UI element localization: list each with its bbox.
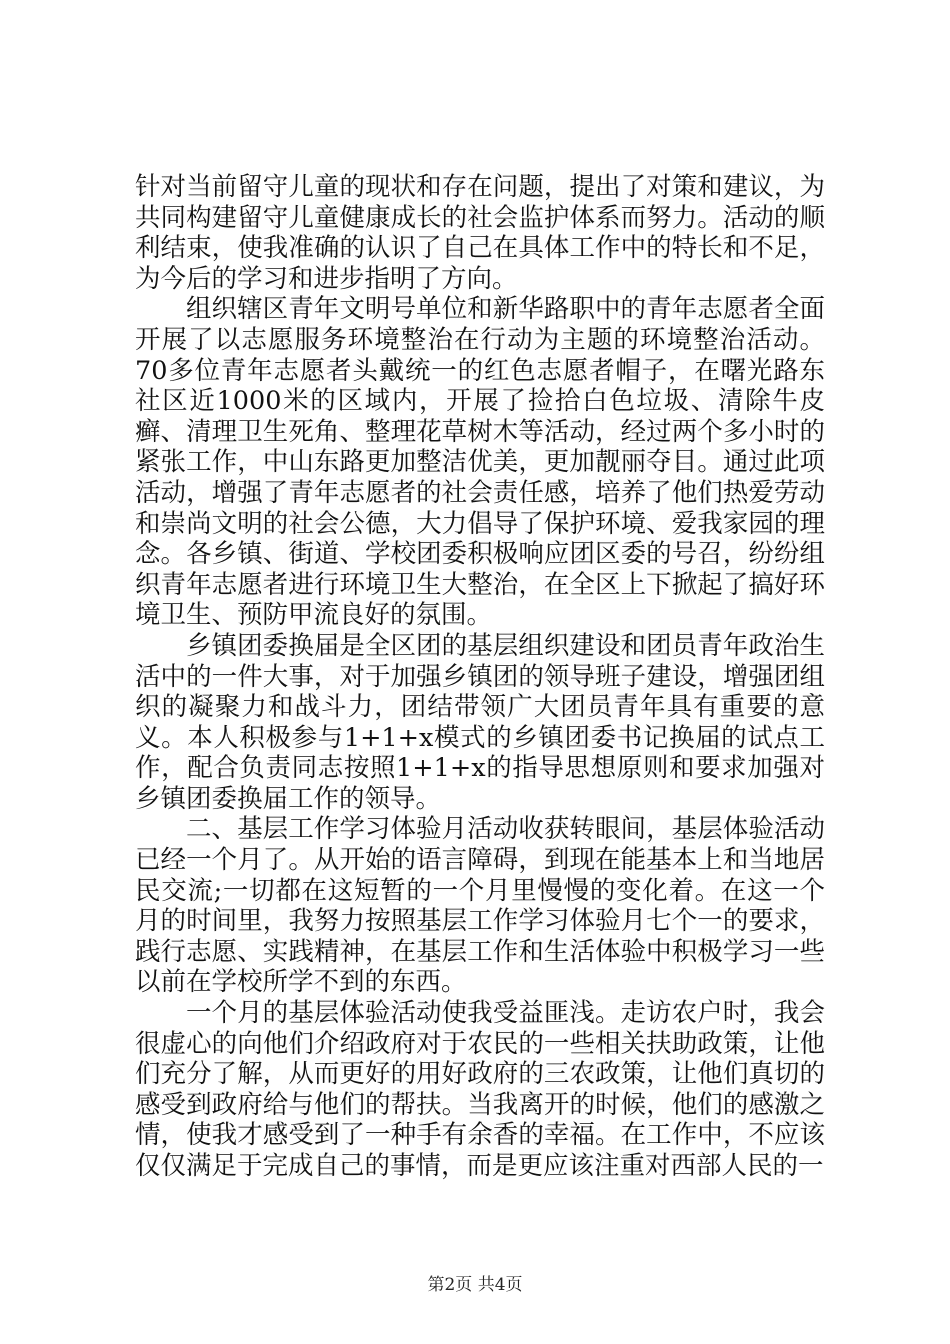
paragraph-4: 二、基层工作学习体验月活动收获转眼间，基层体验活动已经一个月了。从开始的语言障碍，到现在能基本上和当地居民交流;一切都在这短暂的一个月里慢慢的变化着。在这一个月的时间里，我努力按照基层工作学习体验月七个一的要求，践行志愿、实践精神，在基层工作和生活体验中积极学习一些以前在学校所学不到的东西。 xyxy=(135,814,825,998)
page-number: 第2页 共4页 xyxy=(427,1275,523,1295)
body-text xyxy=(135,172,825,1182)
paragraph-2: 组织辖区青年文明号单位和新华路职中的青年志愿者全面开展了以志愿服务环境整治在行动为主题的环境整治活动。70多位青年志愿者头戴统一的红色志愿者帽子，在曙光路东社区近1000米的区域内，开展了捡拾白色垃圾、清除牛皮癣、清理卫生死角、整理花草树木等活动，经过两个多小时的紧张工作，中山东路更加整洁优美，更加靓丽夺目。通过此项活动，增强了青年志愿者的社会责任感，培养了他们热爱劳动和崇尚文明的社会公德，大力倡导了保护环境、爱我家园的理念。各乡镇、街道、学校团委积极响应团区委的号召，纷纷组织青年志愿者进行环境卫生大整治，在全区上下掀起了搞好环境卫生、预防甲流良好的氛围。 xyxy=(135,294,825,631)
paragraph-5: 一个月的基层体验活动使我受益匪浅。走访农户时，我会很虚心的向他们介绍政府对于农民的一些相关扶助政策，让他们充分了解，从而更好的用好政府的三农政策，让他们真切的感受到政府给与他们的帮扶。当我离开的时候，他们的感激之情，使我才感受到了一种手有余香的幸福。在工作中，不应该仅仅满足于完成自己的事情，而是更应该注重对西部人民的一 xyxy=(135,998,825,1181)
paragraph-1: 针对当前留守儿童的现状和存在问题，提出了对策和建议，为共同构建留守儿童健康成长的社会监护体系而努力。活动的顺利结束，使我准确的认识了自己在具体工作中的特长和不足，为今后的学习和进步指明了方向。 xyxy=(135,172,825,294)
page-footer xyxy=(0,1270,950,1295)
paragraph-3: 乡镇团委换届是全区团的基层组织建设和团员青年政治生活中的一件大事，对于加强乡镇团的领导班子建设，增强团组织的凝聚力和战斗力，团结带领广大团员青年具有重要的意义。本人积极参与1+1+x模式的乡镇团委书记换届的试点工作，配合负责同志按照1+1+x的指导思想原则和要求加强对乡镇团委换届工作的领导。 xyxy=(135,630,825,814)
